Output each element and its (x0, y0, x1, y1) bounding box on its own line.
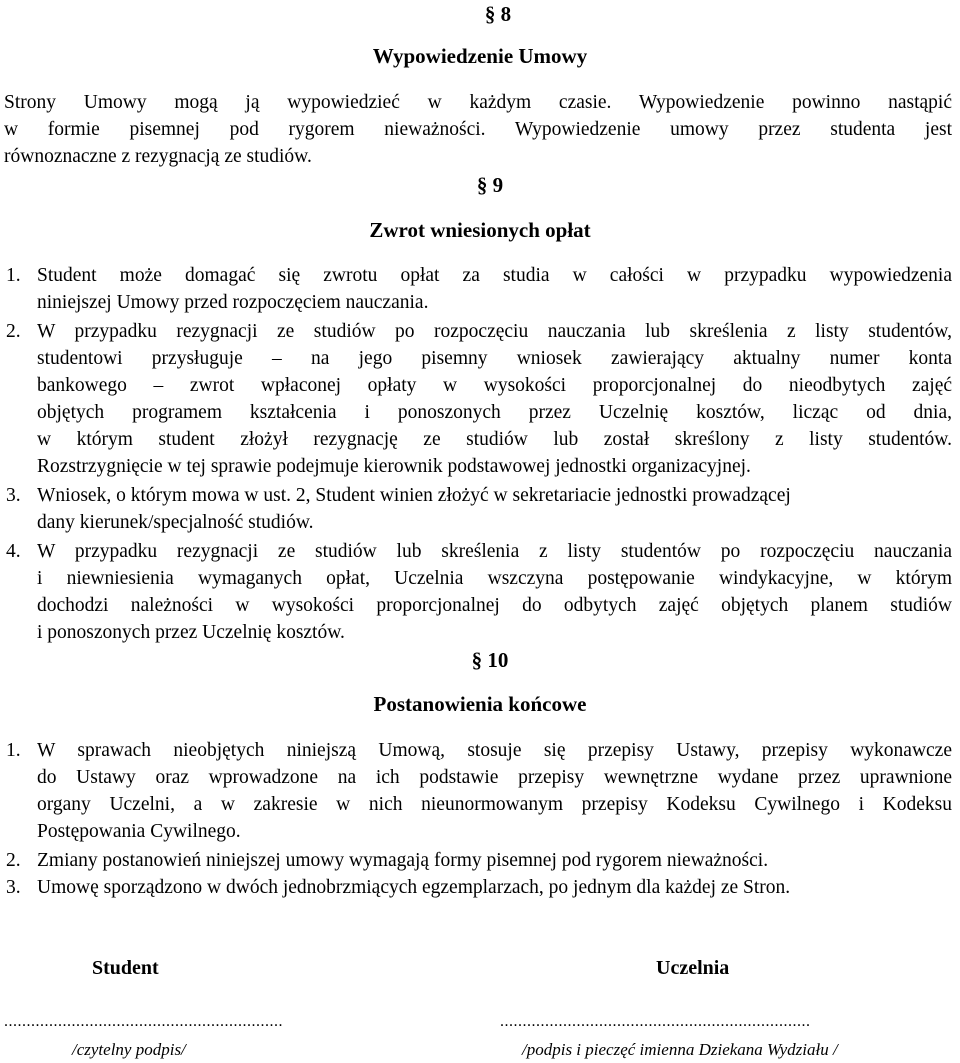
section-9-title: Zwrot wniesionych opłat (369, 218, 591, 242)
item-line: do Ustawy oraz wprowadzone na ich podstawie przepisy wewnętrzne wydane przez uprawnione (37, 767, 952, 788)
signature-label-student: Student (92, 957, 159, 979)
section-8-line: równoznaczne z rezygnacją ze studiów. (4, 146, 312, 167)
item-line: i ponoszonych przez Uczelnię kosztów. (37, 622, 345, 643)
item-line: studentowi przysługuje – na jego pisemny wniosek zawierający aktualny numer konta (37, 348, 952, 369)
item-number: 1. (6, 740, 21, 761)
item-line: w którym student złożył rezygnację ze studiów lub został skreślony z listy studentów. (37, 429, 952, 450)
item-line: Rozstrzygnięcie w tej sprawie podejmuje kierownik podstawowej jednostki organizacyjnej. (37, 456, 751, 477)
item-line: dany kierunek/specjalność studiów. (37, 512, 314, 533)
item-number: 3. (6, 877, 21, 898)
item-line: W sprawach nieobjętych niniejszą Umową, stosuje się przepisy Ustawy, przepisy wykonawcze (37, 740, 952, 761)
item-line: W przypadku rezygnacji ze studiów po rozpoczęciu nauczania lub skreślenia z listy studentów, (37, 321, 952, 342)
item-line: i niewniesienia wymaganych opłat, Uczelnia wszczyna postępowanie windykacyjne, w którym (37, 568, 952, 589)
item-line: Postępowania Cywilnego. (37, 821, 241, 842)
item-line: Umowę sporządzono w dwóch jednobrzmiących egzemplarzach, po jednym dla każdej ze Stron. (37, 877, 791, 898)
item-number: 4. (6, 541, 21, 562)
section-9-number: § 9 (476, 173, 504, 197)
signature-label-university: Uczelnia (656, 957, 730, 979)
section-8-number: § 8 (484, 2, 512, 26)
item-number: 3. (6, 485, 21, 506)
signature-caption-student: /czytelny podpis/ (72, 1040, 186, 1059)
item-line: organy Uczelni, a w zakresie w nich nieunormowanym przepisy Kodeksu Cywilnego i Kodeksu (37, 794, 952, 815)
item-line: Student może domagać się zwrotu opłat za studia w całości w przypadku wypowiedzenia (37, 265, 952, 286)
section-8-line: Strony Umowy mogą ją wypowiedzieć w każdym czasie. Wypowiedzenie powinno nastąpić (4, 92, 952, 113)
item-line: objętych programem kształcenia i ponoszonych przez Uczelnię kosztów, licząc od dnia, (37, 402, 952, 423)
signature-line-university: ..................................................................... (500, 1013, 811, 1030)
item-line: dochodzi należności w wysokości proporcjonalnej do odbytych zajęć objętych planem studiów (37, 595, 952, 616)
item-line: niniejszej Umowy przed rozpoczęciem nauczania. (37, 292, 429, 313)
item-number: 2. (6, 321, 21, 342)
item-number: 1. (6, 265, 21, 286)
section-10-number: § 10 (471, 648, 509, 672)
signature-line-student: .............................................................. (4, 1013, 283, 1030)
item-line: bankowego – zwrot wpłaconej opłaty w wysokości proporcjonalnej do nieodbytych zajęć (37, 375, 952, 396)
section-8-title: Wypowiedzenie Umowy (372, 44, 588, 68)
item-number: 2. (6, 850, 21, 871)
section-10-title: Postanowienia końcowe (373, 692, 587, 716)
section-8-line: w formie pisemnej pod rygorem nieważności. Wypowiedzenie umowy przez studenta jest (4, 119, 952, 140)
item-line: W przypadku rezygnacji ze studiów lub skreślenia z listy studentów po rozpoczęciu nauczania (37, 541, 952, 562)
signature-caption-university: /podpis i pieczęć imienna Dziekana Wydziału / (522, 1040, 838, 1059)
item-line: Zmiany postanowień niniejszej umowy wymagają formy pisemnej pod rygorem nieważności. (37, 850, 769, 871)
item-line: Wniosek, o którym mowa w ust. 2, Student winien złożyć w sekretariacie jednostki prowadzącej (37, 485, 791, 506)
